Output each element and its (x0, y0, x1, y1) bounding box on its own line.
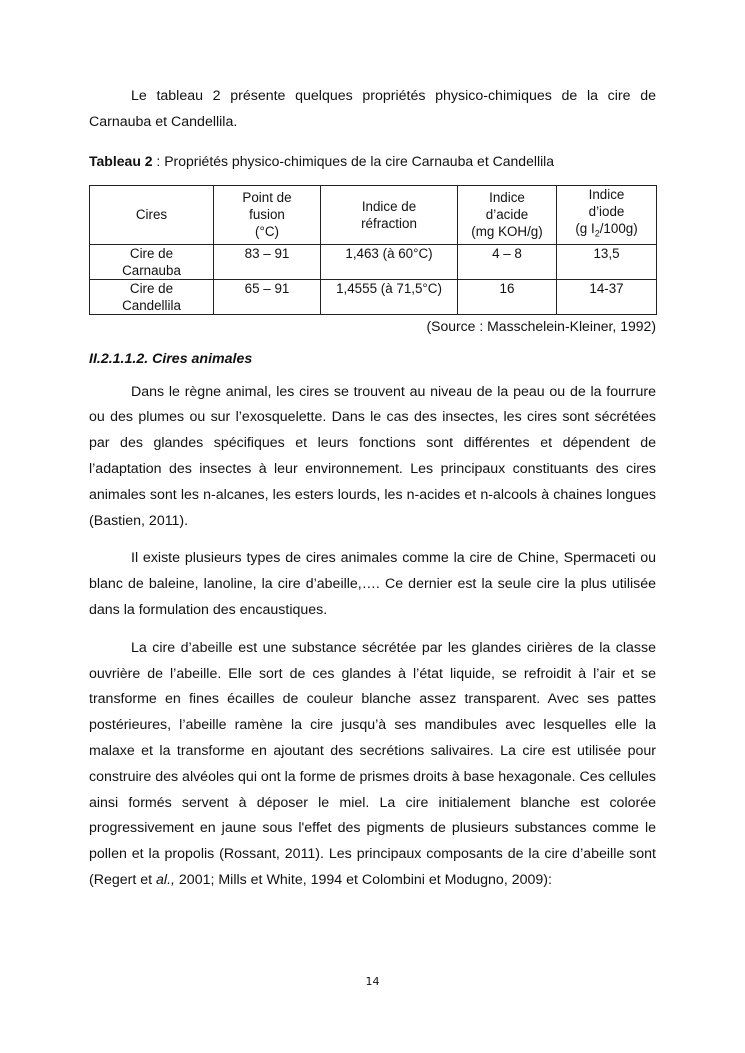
table-caption-label: Tableau 2 (89, 152, 153, 169)
paragraph-last: La cire d’abeille est une substance sécrétée par les glandes cirières de la classe ouvrière de l’abeille. Elle sort de ces glandes à l’état liquide, se refroidit à l’air et se transforme en fines écailles de couleur blanche assez transparent. Avec ses pattes postérieures, l’abeille ramène la cire jusqu’à ses mandibules avec lesquelles elle la malaxe et la transforme en ajoutant des secrétions salivaires. La cire est utilisée pour construire des alvéoles qui ont la forme de prismes droits à base hexagonale. Ces cellules ainsi formés servent à déposer le miel. La cire initialement blanche est colorée progressivement en jaune sous l'effet des pigments de plusieurs substances comme le pollen et la propolis (Rossant, 2011). Les principaux composants de la cire d’abeille sont (Regert et al., 2001; Mills et White, 1994 et Colombini et Modugno, 2009): (89, 639, 657, 888)
table-header-row (90, 185, 657, 244)
table-caption (89, 151, 656, 171)
cell-fusion: 65 – 91 (214, 279, 321, 314)
intro-paragraph: Le tableau 2 présente quelques propriétés physico-chimiques de la cire de Carnauba et Candellila. (89, 88, 656, 130)
cell-acide: 16 (458, 279, 557, 314)
paragraph: Dans le règne animal, les cires se trouvent au niveau de la peau ou de la fourrure ou des plumes ou sur l’exosquelette. Dans le cas des insectes, les cires sont sécrétées par des glandes spécifiques et leurs fonctions sont différentes et dépendent de l’adaptation des insectes à leur environnement. Les principaux constituants des cires animales sont les n-alcanes, les esters lourds, les n-acides et n-alcools à chaines longues (Bastien, 2011). (89, 383, 656, 529)
table-row (90, 244, 657, 279)
table-source: (Source : Masschelein-Kleiner, 1992) (426, 317, 656, 334)
page-number: 14 (365, 975, 380, 988)
cell-cire: Cire de Candellila (90, 279, 214, 314)
paragraph: Il existe plusieurs types de cires animales comme la cire de Chine, Spermaceti ou blanc de baleine, lanoline, la cire d’abeille,…. Ce dernier est la seule cire la plus utilisée dans la formulation des encaustiques. (89, 550, 656, 618)
cell-refraction: 1,463 (à 60°C) (321, 244, 458, 279)
cell-refraction: 1,4555 (à 71,5°C) (321, 279, 458, 314)
properties-table (89, 185, 657, 315)
table-row (90, 279, 657, 314)
cell-fusion: 83 – 91 (214, 244, 321, 279)
document-page (89, 84, 656, 894)
header-fusion: Point de fusion (°C) (214, 185, 321, 244)
cell-cire: Cire de Carnauba (90, 244, 214, 279)
header-cires: Cires (90, 185, 214, 244)
section-heading: II.2.1.1.2. Cires animales (89, 350, 253, 367)
cell-iode: 13,5 (557, 244, 657, 279)
cell-acide: 4 – 8 (458, 244, 557, 279)
table-caption-text: : Propriétés physico-chimiques de la cire Carnauba et Candellila (152, 152, 555, 169)
header-refraction: Indice de réfraction (321, 185, 458, 244)
cell-iode: 14-37 (557, 279, 657, 314)
header-iode: Indice d’iode (g $I_2/100g$) (557, 185, 657, 244)
header-acide: Indice d’acide (mg KOH/g) (458, 185, 557, 244)
